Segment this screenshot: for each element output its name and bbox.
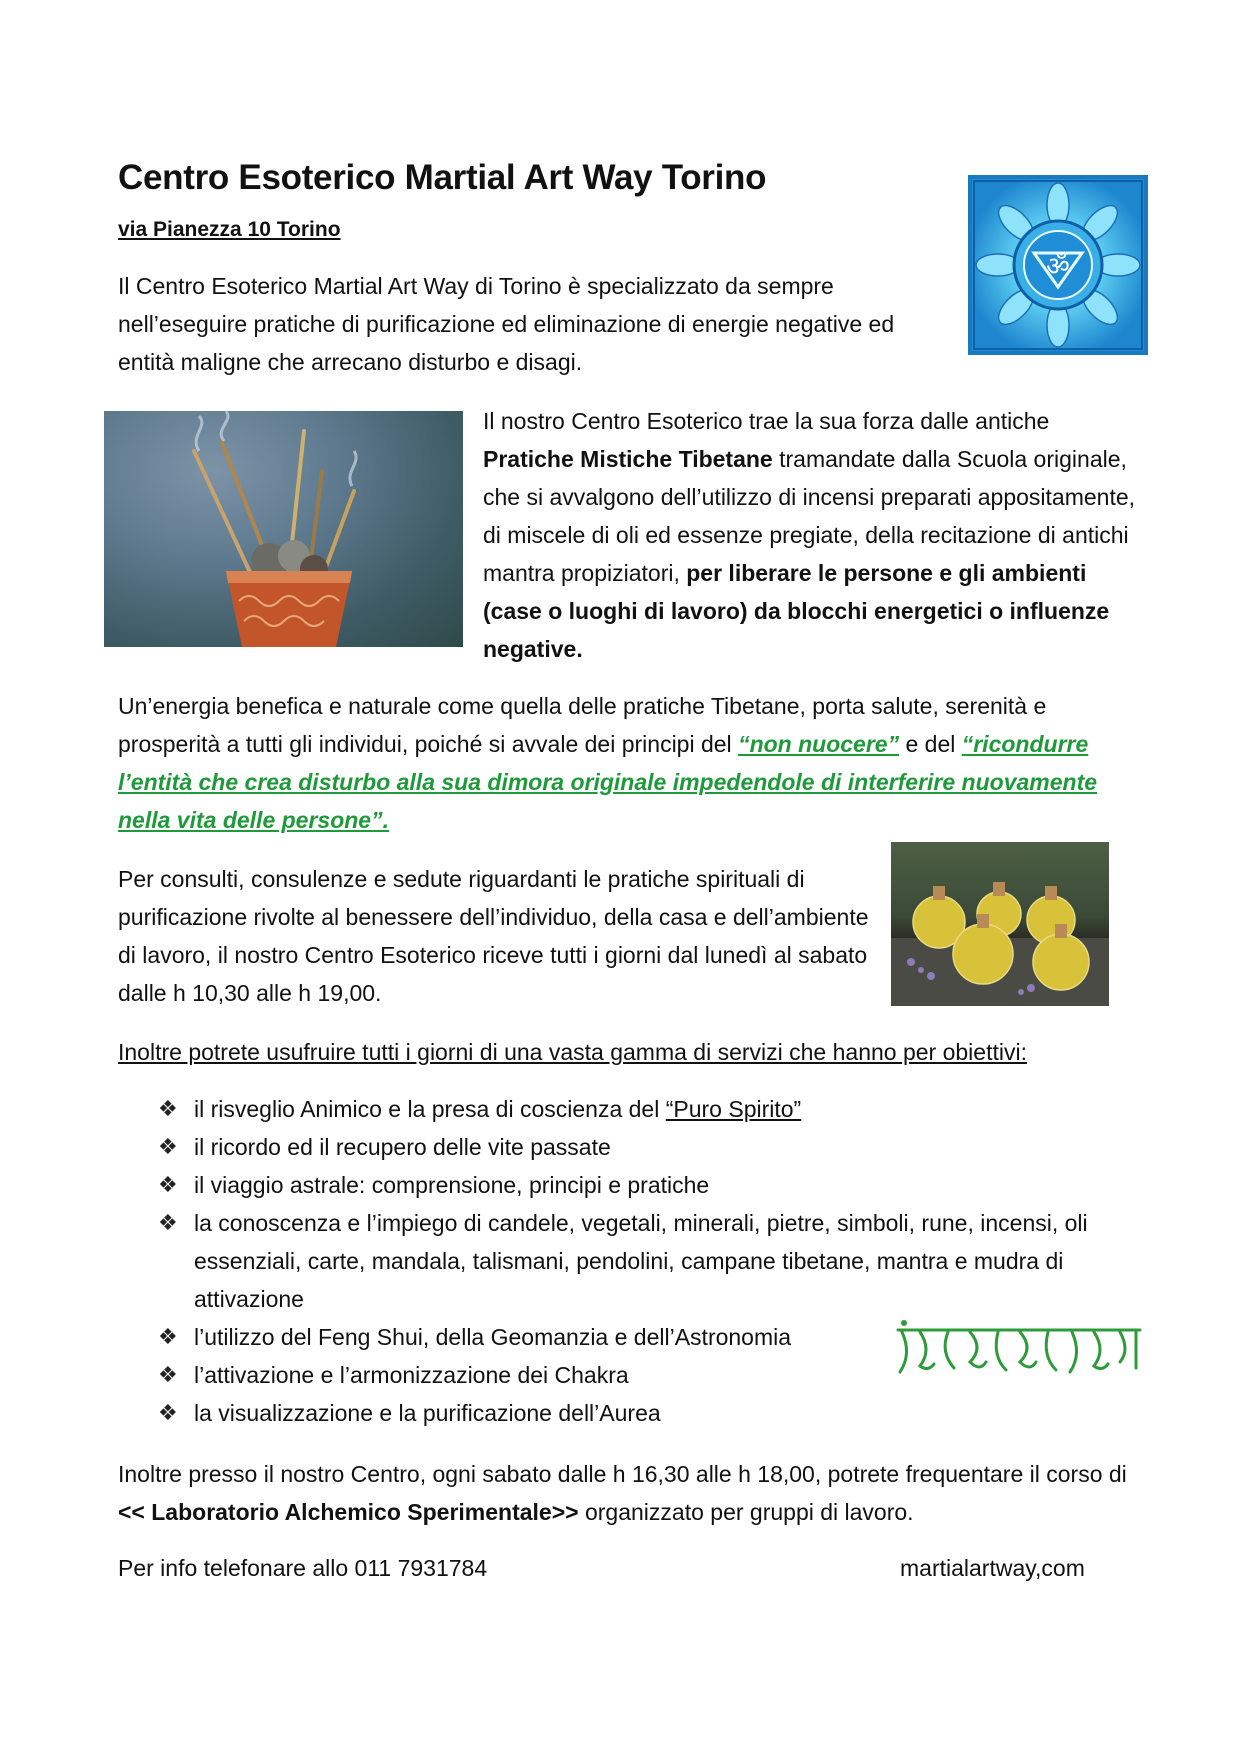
address: via Pianezza 10 Torino [118,218,341,241]
chakra-mandala-icon [968,175,1148,355]
intro-paragraph: Il Centro Esoterico Martial Art Way di Torino è specializzato da sempre nell’eseguire pratiche di purificazione ed eliminazione di energie negative ed entità maligne che arrecano disturbo e disagi. [118,273,895,375]
non-nuocere-quote: “non nuocere” [738,731,900,757]
lab-paragraph: Inoltre presso il nostro Centro, ogni sabato dalle h 16,30 alle h 18,00, potrete frequentare il corso di << Laboratorio Alchemico Sperimentale>> organizzato per gruppi di lavoro. [118,1461,1127,1525]
incense-image [104,411,463,647]
diamond-bullet-icon: ❖ [158,1096,178,1121]
diamond-bullet-icon: ❖ [158,1324,178,1349]
list-item: ❖ l’utilizzo del Feng Shui, della Geomanzia e dell’Astronomia [158,1318,1088,1356]
list-item: ❖ l’attivazione e l’armonizzazione dei Chakra [158,1356,1088,1394]
oil-bottles-icon [891,842,1109,1006]
ricondurre-quote: “ricondurre l’entità che crea disturbo alla sua dimora originale impedendole di interferire nuovamente nella vita delle persone”. [118,731,1098,833]
puro-spirito-text: “Puro Spirito” [665,1096,802,1122]
lab-course-name: << Laboratorio Alchemico Sperimentale>> [118,1499,579,1525]
diamond-bullet-icon: ❖ [158,1210,178,1235]
diamond-bullet-icon: ❖ [158,1172,178,1197]
oil-bottles-image [891,842,1109,1006]
tradition-paragraph: Il nostro Centro Esoterico trae la sua forza dalle antiche Pratiche Mistiche Tibetane tramandate dalla Scuola originale, che si avvalgono dell’utilizzo di incensi preparati appositamente, di miscele di oli ed essenze pregiate, della recitazione di antichi mantra propiziatori, per liberare le persone e gli ambienti (case o luoghi di lavoro) da blocchi energetici o influenze negative. [483,408,1136,662]
list-item: ❖ il ricordo ed il recupero delle vite passate [158,1128,1088,1166]
energy-paragraph: Un’energia benefica e naturale come quella delle pratiche Tibetane, porta salute, serenità e prosperità a tutti gli individui, poiché si avvale dei principi del “non nuocere” e del “ricondurre l’entità che crea disturbo alla sua dimora originale impedendole di interferire nuovamente nella vita delle persone”. [118,693,1098,833]
services-intro: Inoltre potrete usufruire tutti i giorni di una vasta gamma di servizi che hanno per obiettivi: [118,1039,1027,1065]
list-item: ❖ il viaggio astrale: comprensione, principi e pratiche [158,1166,1088,1204]
page-title: Centro Esoterico Martial Art Way Torino [118,158,767,197]
website: martialartway,com [900,1555,1085,1581]
list-item: ❖ il risveglio Animico e la presa di coscienza del “Puro Spirito” [158,1090,1088,1128]
list-item: ❖ la visualizzazione e la purificazione dell’Aurea [158,1394,1088,1432]
list-item: ❖ la conoscenza e l’impiego di candele, vegetali, minerali, pietre, simboli, rune, incensi, oli essenziali, carte, mandala, talismani, pendolini, campane tibetane, mantra e mudra di attivazione [158,1204,1088,1318]
diamond-bullet-icon: ❖ [158,1362,178,1387]
tibetan-practices-highlight: Pratiche Mistiche Tibetane [483,446,773,472]
tibetan-mantra-icon [890,1318,1148,1384]
chakra-image [968,175,1148,355]
liberation-highlight: per liberare le persone e gli ambienti (case o luoghi di lavoro) da blocchi energetici o influenze negative. [483,560,1110,662]
tibetan-mantra-image [890,1318,1148,1384]
contact-phone: Per info telefonare allo 011 7931784 [118,1555,488,1581]
diamond-bullet-icon: ❖ [158,1134,178,1159]
chakra-symbol: ॐ [1046,252,1070,282]
incense-bowl-icon [104,411,463,647]
consult-paragraph: Per consulti, consulenze e sedute riguardanti le pratiche spirituali di purificazione rivolte al benessere dell’individuo, della casa e dell’ambiente di lavoro, il nostro Centro Esoterico riceve tutti i giorni dal lunedì al sabato dalle h 10,30 alle h 19,00. [118,866,869,1006]
diamond-bullet-icon: ❖ [158,1400,178,1425]
